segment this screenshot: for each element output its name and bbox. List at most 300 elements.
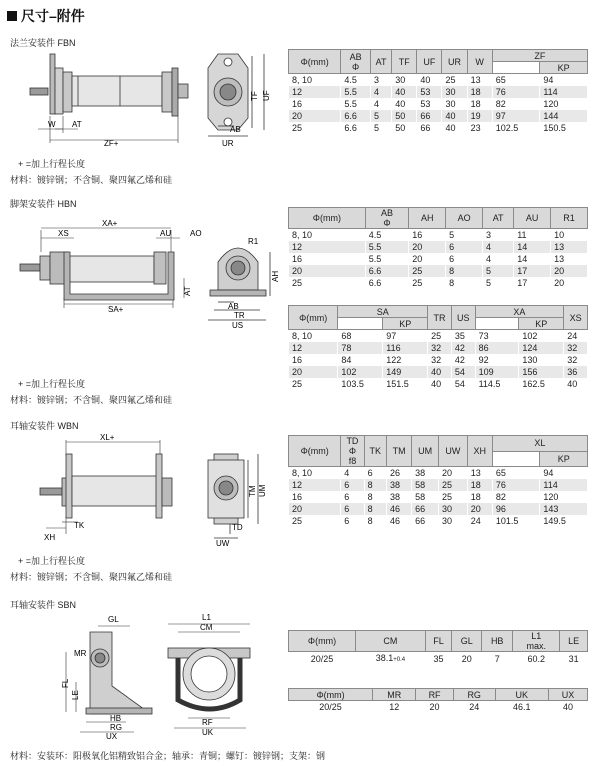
- table-cell: 120: [540, 491, 588, 503]
- sbn-dim-mr: MR: [74, 649, 87, 658]
- wbn-dim-tk: TK: [74, 521, 85, 530]
- sbn-t1-row: [289, 652, 588, 667]
- table-cell: 30: [439, 503, 468, 515]
- hbn-dim-xs: XS: [58, 229, 69, 238]
- table-cell: 8: [446, 277, 483, 289]
- fbn-dim-w: W: [48, 120, 56, 129]
- sbn-t1-cell: 20/25: [289, 652, 356, 667]
- wbn-th-tm: TM: [387, 436, 412, 467]
- table-cell: 42: [451, 342, 475, 354]
- table-cell: 109: [475, 366, 519, 378]
- table-cell: 6: [446, 241, 483, 253]
- page-title-text: 尺寸–附件: [21, 8, 85, 24]
- sbn-dim-rf: RF: [202, 718, 213, 727]
- table-cell: 14: [514, 241, 551, 253]
- table-cell: 94: [540, 74, 588, 87]
- table-cell: 102: [338, 366, 383, 378]
- hbn-table-1: [288, 207, 588, 289]
- table-cell: 4: [483, 241, 514, 253]
- table-cell: 5: [483, 265, 514, 277]
- hbn-t1-th-d: Φ(mm): [289, 208, 366, 229]
- hbn-dim-ab: AB: [228, 302, 239, 311]
- wbn-trunnion-rear: [156, 454, 162, 518]
- table-row: [289, 122, 588, 134]
- table-cell: 32: [428, 342, 452, 354]
- table-cell: 25: [289, 378, 338, 390]
- fbn-th-uf: UF: [417, 50, 442, 74]
- table-cell: 84: [338, 354, 383, 366]
- sbn-bracket-side: [90, 632, 148, 712]
- hbn-dim-r1: R1: [248, 237, 259, 246]
- fbn-flange-plate: [50, 54, 55, 114]
- hbn-t2-th-tr: TR: [428, 306, 452, 330]
- table-cell: 30: [442, 98, 467, 110]
- table-cell: 20: [409, 253, 446, 265]
- table-cell: 162.5: [519, 378, 564, 390]
- hbn-t1-th-ab: AB Φ: [365, 208, 408, 229]
- sbn-t1-cell: 35: [425, 652, 451, 667]
- table-cell: 14: [514, 253, 551, 265]
- table-cell: 54: [451, 366, 475, 378]
- sbn-t2-th-rf: RF: [416, 689, 453, 701]
- wbn-th-xl: XL: [492, 436, 587, 452]
- wbn-material: 材料：镀锌钢；不含铜、聚四氟乙烯和硅: [10, 572, 173, 582]
- table-cell: 97: [492, 110, 540, 122]
- square-bullet-icon: [7, 11, 17, 21]
- table-cell: 18: [467, 479, 492, 491]
- wbn-th-kp: KP: [540, 451, 588, 467]
- fbn-dim-ur: UR: [222, 139, 234, 148]
- table-cell: 114: [540, 479, 588, 491]
- fbn-th-d: Φ(mm): [289, 50, 341, 74]
- hbn-t2-th-xa: XA: [475, 306, 564, 318]
- sbn-t1-th-hb: HB: [482, 631, 513, 652]
- table-cell: 4: [483, 253, 514, 265]
- hbn-t2-th-sa-kp: KP: [383, 318, 428, 330]
- wbn-table: [288, 435, 588, 527]
- table-cell: 149.5: [540, 515, 588, 527]
- table-cell: 12: [289, 342, 338, 354]
- table-row: [289, 491, 588, 503]
- table-cell: 6: [341, 515, 364, 527]
- table-cell: 30: [392, 74, 417, 87]
- table-cell: 6.6: [341, 122, 371, 134]
- hbn-t1-th-r1: R1: [551, 208, 588, 229]
- fbn-th-at: AT: [370, 50, 391, 74]
- sbn-t2-cell: 20/25: [289, 701, 373, 714]
- fbn-th-ab: AB Φ: [341, 50, 371, 74]
- table-cell: 124: [519, 342, 564, 354]
- table-cell: 38: [412, 467, 439, 480]
- table-cell: 8: [364, 479, 386, 491]
- table-cell: 40: [442, 122, 467, 134]
- table-cell: 4: [341, 467, 364, 480]
- table-cell: 20: [289, 265, 366, 277]
- sbn-t1-cell: 20: [452, 652, 482, 667]
- table-cell: 143: [540, 503, 588, 515]
- table-cell: 46: [387, 515, 412, 527]
- hbn-t2-th-d: Φ(mm): [289, 306, 338, 330]
- wbn-dim-xl: XL+: [100, 433, 115, 442]
- table-cell: 30: [439, 515, 468, 527]
- table-cell: 151.5: [383, 378, 428, 390]
- table-cell: 25: [442, 74, 467, 87]
- table-cell: 17: [514, 277, 551, 289]
- table-cell: 20: [467, 503, 492, 515]
- table-cell: 92: [475, 354, 519, 366]
- page-title: [7, 6, 85, 26]
- table-cell: 30: [442, 86, 467, 98]
- table-cell: 13: [467, 74, 492, 87]
- fbn-table: [288, 49, 588, 134]
- sbn-t2-th-d: Φ(mm): [289, 689, 373, 701]
- table-cell: 53: [417, 98, 442, 110]
- table-cell: 24: [467, 515, 492, 527]
- table-row: [289, 229, 588, 242]
- sbn-t2-cell: 12: [373, 701, 416, 714]
- table-cell: 103.5: [338, 378, 383, 390]
- table-row: [289, 277, 588, 289]
- hbn-drawing: [8, 212, 286, 330]
- table-row: [289, 241, 588, 253]
- table-cell: 114.5: [475, 378, 519, 390]
- table-cell: 82: [492, 98, 540, 110]
- table-row: [289, 253, 588, 265]
- fbn-dim-tf: TF: [250, 91, 259, 101]
- fbn-dim-ab: AB: [230, 125, 241, 134]
- hbn-cylinder-body: [68, 256, 154, 282]
- fbn-dim-zf: ZF+: [104, 139, 119, 148]
- table-cell: 6: [341, 503, 364, 515]
- wbn-dim-uw: UW: [216, 539, 230, 548]
- fbn-section-title: 法兰安装件 FBN: [10, 38, 76, 48]
- wbn-dim-um: UM: [258, 484, 267, 497]
- table-cell: 32: [564, 354, 588, 366]
- table-cell: 6: [364, 467, 386, 480]
- table-cell: 5.5: [365, 241, 408, 253]
- table-cell: 13: [551, 253, 588, 265]
- table-cell: 65: [492, 74, 540, 87]
- table-cell: 65: [492, 467, 540, 480]
- table-row: [289, 479, 588, 491]
- sbn-t2-cell: 46.1: [495, 701, 548, 714]
- sbn-t1-th-d: Φ(mm): [289, 631, 356, 652]
- sbn-t2-th-rg: RG: [453, 689, 495, 701]
- table-cell: 58: [412, 491, 439, 503]
- table-cell: 6: [341, 491, 364, 503]
- table-cell: 13: [467, 467, 492, 480]
- table-cell: 82: [492, 491, 540, 503]
- table-cell: 46: [387, 503, 412, 515]
- hbn-t2-th-sa: SA: [338, 306, 428, 318]
- table-cell: 156: [519, 366, 564, 378]
- hbn-dim-ao: AO: [190, 229, 202, 238]
- table-cell: 144: [540, 110, 588, 122]
- sbn-t1-th-le: LE: [560, 631, 588, 652]
- fbn-dim-uf: UF: [262, 90, 271, 101]
- table-cell: 122: [383, 354, 428, 366]
- table-cell: 25: [428, 330, 452, 343]
- table-cell: 20: [439, 467, 468, 480]
- sbn-dim-le: LE: [71, 690, 80, 700]
- hbn-t2-th-xs: XS: [564, 306, 588, 330]
- table-row: [289, 503, 588, 515]
- sbn-dim-uk: UK: [202, 728, 214, 737]
- table-cell: 6.6: [365, 277, 408, 289]
- table-cell: 76: [492, 86, 540, 98]
- table-row: [289, 98, 588, 110]
- fbn-drawing: [8, 48, 280, 152]
- sbn-table-1: [288, 630, 588, 666]
- sbn-t2-th-ux: UX: [549, 689, 588, 701]
- table-cell: 25: [409, 265, 446, 277]
- fbn-rod: [30, 88, 48, 95]
- sbn-t1-th-fl: FL: [425, 631, 451, 652]
- table-cell: 150.5: [540, 122, 588, 134]
- table-cell: 120: [540, 98, 588, 110]
- sbn-t2-cell: 20: [416, 701, 453, 714]
- table-cell: 8: [364, 503, 386, 515]
- table-cell: 101.5: [492, 515, 540, 527]
- fbn-th-tf: TF: [392, 50, 417, 74]
- table-row: [289, 515, 588, 527]
- table-cell: 16: [289, 98, 341, 110]
- table-cell: 40: [392, 98, 417, 110]
- sbn-t1-th-cm: CM: [356, 631, 426, 652]
- sbn-dim-fl: FL: [61, 678, 70, 688]
- table-cell: 66: [417, 110, 442, 122]
- hbn-t1-th-au: AU: [514, 208, 551, 229]
- sbn-t1-cell-cm: 38.1+0.4: [356, 652, 426, 667]
- sbn-t2-cell: 40: [549, 701, 588, 714]
- table-cell: 8, 10: [289, 229, 366, 242]
- hbn-t1-th-ah: AH: [409, 208, 446, 229]
- fbn-th-w: W: [467, 50, 492, 74]
- table-cell: 40: [564, 378, 588, 390]
- table-cell: 3: [483, 229, 514, 242]
- fbn-material: 材料：镀锌钢；不含铜、聚四氟乙烯和硅: [10, 175, 173, 185]
- table-cell: 23: [467, 122, 492, 134]
- table-cell: 94: [540, 467, 588, 480]
- wbn-th-uw: UW: [439, 436, 468, 467]
- sbn-material: 材料：安装环：阳极氧化铝精致铝合金；轴承：青铜；螺钉：镀锌钢；支架：钢: [10, 751, 326, 761]
- sbn-dim-rg: RG: [110, 723, 122, 732]
- sbn-t1-cell: 60.2: [513, 652, 560, 667]
- table-cell: 12: [289, 479, 341, 491]
- wbn-th-tk: TK: [364, 436, 386, 467]
- fbn-th-kp: KP: [540, 62, 588, 74]
- table-cell: 58: [412, 479, 439, 491]
- wbn-th-um: UM: [412, 436, 439, 467]
- wbn-cylinder-body: [72, 476, 160, 506]
- table-cell: 12: [289, 86, 341, 98]
- hbn-dim-tr: TR: [234, 311, 245, 320]
- table-cell: 24: [564, 330, 588, 343]
- hbn-plus-note: + =加上行程长度: [18, 379, 86, 389]
- table-row: [289, 467, 588, 480]
- hbn-dim-sa: SA+: [108, 305, 124, 314]
- table-cell: 25: [289, 515, 341, 527]
- table-cell: 18: [467, 491, 492, 503]
- fbn-th-ur: UR: [442, 50, 467, 74]
- sbn-t1-th-gl: GL: [452, 631, 482, 652]
- table-cell: 130: [519, 354, 564, 366]
- table-cell: 18: [467, 86, 492, 98]
- table-cell: 5: [370, 110, 391, 122]
- table-row: [289, 86, 588, 98]
- table-cell: 54: [451, 378, 475, 390]
- table-cell: 10: [551, 229, 588, 242]
- table-cell: 5.5: [365, 253, 408, 265]
- table-cell: 40: [392, 86, 417, 98]
- table-cell: 26: [387, 467, 412, 480]
- table-cell: 25: [439, 479, 468, 491]
- table-cell: 5.5: [341, 98, 371, 110]
- hbn-t1-th-ao: AO: [446, 208, 483, 229]
- table-cell: 149: [383, 366, 428, 378]
- table-cell: 25: [289, 122, 341, 134]
- fbn-plus-note: + =加上行程长度: [18, 159, 86, 169]
- table-cell: 96: [492, 503, 540, 515]
- table-cell: 17: [514, 265, 551, 277]
- hbn-dim-xa: XA+: [102, 219, 118, 228]
- wbn-dim-td: TD: [232, 523, 243, 532]
- table-cell: 4.5: [365, 229, 408, 242]
- table-cell: 18: [467, 98, 492, 110]
- sbn-drawing: [50, 608, 284, 740]
- table-cell: 40: [417, 74, 442, 87]
- wbn-section-title: 耳轴安装件 WBN: [10, 421, 79, 431]
- table-cell: 4.5: [341, 74, 371, 87]
- table-cell: 8, 10: [289, 74, 341, 87]
- table-cell: 11: [514, 229, 551, 242]
- wbn-dim-xh: XH: [44, 533, 56, 542]
- wbn-plus-note: + =加上行程长度: [18, 556, 86, 566]
- wbn-th-d: Φ(mm): [289, 436, 341, 467]
- table-cell: 35: [451, 330, 475, 343]
- table-cell: 5: [446, 229, 483, 242]
- table-cell: 50: [392, 110, 417, 122]
- table-cell: 4: [370, 98, 391, 110]
- table-cell: 20: [551, 277, 588, 289]
- hbn-dim-at: AT: [183, 286, 192, 296]
- table-cell: 25: [289, 277, 366, 289]
- table-cell: 16: [289, 253, 366, 265]
- sbn-t1-cell: 7: [482, 652, 513, 667]
- table-cell: 8: [446, 265, 483, 277]
- wbn-th-td: TD Φ f8: [341, 436, 364, 467]
- table-cell: 50: [392, 122, 417, 134]
- table-cell: 66: [412, 503, 439, 515]
- table-cell: 36: [564, 366, 588, 378]
- hbn-dim-ah: AH: [271, 270, 280, 282]
- table-cell: 20: [551, 265, 588, 277]
- sbn-dim-cm: CM: [200, 623, 213, 632]
- table-cell: 5: [370, 122, 391, 134]
- table-cell: 114: [540, 86, 588, 98]
- table-cell: 66: [417, 122, 442, 134]
- table-row: [289, 378, 588, 390]
- table-row: [289, 110, 588, 122]
- table-cell: 4: [370, 86, 391, 98]
- table-cell: 40: [428, 378, 452, 390]
- table-cell: 38: [387, 479, 412, 491]
- table-cell: 25: [439, 491, 468, 503]
- wbn-dim-tm: TM: [248, 485, 257, 497]
- hbn-dim-us: US: [232, 321, 244, 330]
- table-cell: 3: [370, 74, 391, 87]
- hbn-dim-au: AU: [160, 229, 172, 238]
- table-cell: 102: [519, 330, 564, 343]
- table-cell: 40: [428, 366, 452, 378]
- sbn-dim-ux: UX: [106, 732, 118, 740]
- table-cell: 12: [289, 241, 366, 253]
- table-cell: 66: [412, 515, 439, 527]
- table-cell: 20: [289, 110, 341, 122]
- sbn-t2-cell: 24: [453, 701, 495, 714]
- table-cell: 13: [551, 241, 588, 253]
- sbn-t2-th-uk: UK: [495, 689, 548, 701]
- table-cell: 38: [387, 491, 412, 503]
- table-cell: 8, 10: [289, 330, 338, 343]
- sbn-t1-cell: 31: [560, 652, 588, 667]
- table-cell: 53: [417, 86, 442, 98]
- table-cell: 97: [383, 330, 428, 343]
- table-row: [289, 265, 588, 277]
- table-cell: 20: [289, 503, 341, 515]
- sbn-dim-hb: HB: [110, 714, 122, 723]
- table-cell: 16: [409, 229, 446, 242]
- table-cell: 5.5: [341, 86, 371, 98]
- hbn-material: 材料：镀锌钢；不含铜、聚四氟乙烯和硅: [10, 395, 173, 405]
- table-cell: 6.6: [341, 110, 371, 122]
- table-cell: 16: [289, 354, 338, 366]
- table-cell: 42: [451, 354, 475, 366]
- table-cell: 6: [341, 479, 364, 491]
- sbn-t1-th-l1: L1 max.: [513, 631, 560, 652]
- fbn-th-zf: ZF: [492, 50, 587, 62]
- hbn-section-title: 脚架安装件 HBN: [10, 199, 77, 209]
- hbn-t2-th-xa-kp: KP: [519, 318, 564, 330]
- table-cell: 25: [409, 277, 446, 289]
- table-cell: 78: [338, 342, 383, 354]
- sbn-dim-gl: GL: [108, 615, 119, 624]
- table-row: [289, 342, 588, 354]
- sbn-dim-l1: L1: [202, 613, 211, 622]
- table-cell: 102.5: [492, 122, 540, 134]
- table-cell: 8: [364, 515, 386, 527]
- table-cell: 32: [564, 342, 588, 354]
- wbn-th-xh: XH: [467, 436, 492, 467]
- table-row: [289, 366, 588, 378]
- wbn-trunnion-front: [66, 454, 72, 518]
- table-cell: 8: [364, 491, 386, 503]
- hbn-t1-th-at: AT: [483, 208, 514, 229]
- table-cell: 6.6: [365, 265, 408, 277]
- wbn-drawing: [8, 430, 286, 548]
- hbn-table-2: [288, 305, 588, 390]
- table-cell: 20: [289, 366, 338, 378]
- table-cell: 73: [475, 330, 519, 343]
- table-cell: 86: [475, 342, 519, 354]
- table-row: [289, 330, 588, 343]
- fbn-cylinder-body: [72, 76, 162, 106]
- sbn-t2-row: [289, 701, 588, 714]
- table-cell: 40: [442, 110, 467, 122]
- table-cell: 19: [467, 110, 492, 122]
- sbn-t2-th-mr: MR: [373, 689, 416, 701]
- hbn-t2-th-us: US: [451, 306, 475, 330]
